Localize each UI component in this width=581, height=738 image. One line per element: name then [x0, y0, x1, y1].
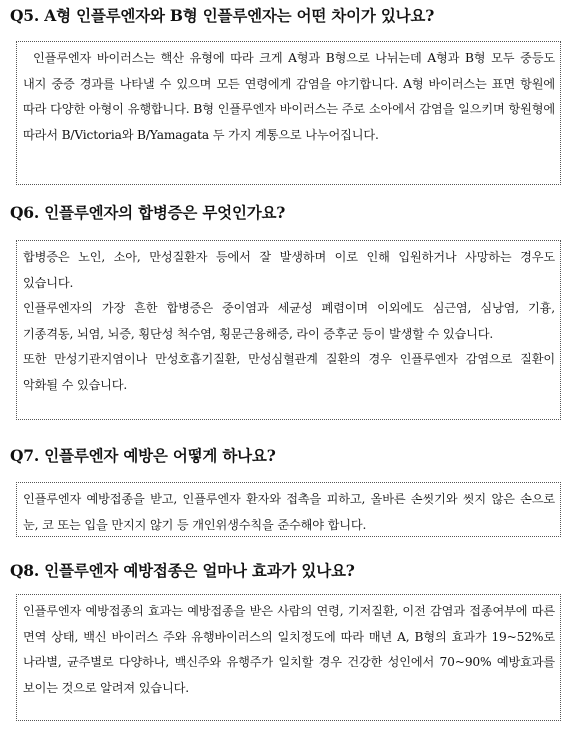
answer-box-q6 — [16, 240, 561, 420]
question-q5: Q5. A형 인플루엔자와 B형 인플루엔자는 어떤 차이가 있나요? — [10, 6, 435, 25]
question-q6: Q6. 인플루엔자의 합병증은 무엇인가요? — [10, 203, 286, 222]
answer-paragraph: 인플루엔자 바이러스는 핵산 유형에 따라 크게 A형과 B형으로 나뉘는데 A형과 B형 모두 중등도 내지 중증 경과를 나타낼 수 있으며 모든 연령에게 감염을 야기합니다. A형 바이러스는 표면 항원에 따라 다양한 아형이 유행합니다. B형 인플루엔자 바이러스는 주로 소아에서 감염을 일으키며 항원형에 따라서 B/Victoria와 B/Yamagata 두 가지 계통으로 나누어집니다. — [23, 51, 555, 142]
question-q7: Q7. 인플루엔자 예방은 어떻게 하나요? — [10, 446, 276, 465]
answer-paragraph: 인플루엔자 예방접종을 받고, 인플루엔자 환자와 접촉을 피하고, 올바른 손씻기와 씻지 않은 손으로 눈, 코 또는 입을 만지지 않기 등 개인위생수칙을 준수해야 합니다. — [23, 492, 555, 532]
answer-paragraph: 또한 만성기관지염이나 만성호흡기질환, 만성심혈관계 질환의 경우 인플루엔자 감염으로 질환이 악화될 수 있습니다. — [23, 352, 555, 392]
answer-box-q5 — [16, 41, 561, 185]
answer-paragraph: 인플루엔자 예방접종의 효과는 예방접종을 받은 사람의 연령, 기저질환, 이전 감염과 접종여부에 따른 면역 상태, 백신 바이러스 주와 유행바이러스의 일치정도에 따라 매년 A, B형의 효과가 19~52%로 나라별, 균주별로 다양하나, 백신주와 유행주가 일치할 경우 건강한 성인에서 70~90% 예방효과를 보이는 것으로 알려져 있습니다. — [23, 604, 555, 695]
answer-box-q7 — [16, 482, 561, 537]
answer-paragraph: 인플루엔자의 가장 흔한 합병증은 중이염과 세균성 폐렴이며 이외에도 심근염, 심낭염, 기흉, 기종격동, 뇌염, 뇌증, 횡단성 척수염, 횡문근융해증, 라이 증후군 등이 발생할 수 있습니다. — [23, 301, 555, 341]
question-q8: Q8. 인플루엔자 예방접종은 얼마나 효과가 있나요? — [10, 561, 355, 580]
answer-paragraph: 합병증은 노인, 소아, 만성질환자 등에서 잘 발생하며 이로 인해 입원하거나 사망하는 경우도 있습니다. — [23, 250, 555, 290]
answer-box-q8 — [16, 594, 561, 721]
